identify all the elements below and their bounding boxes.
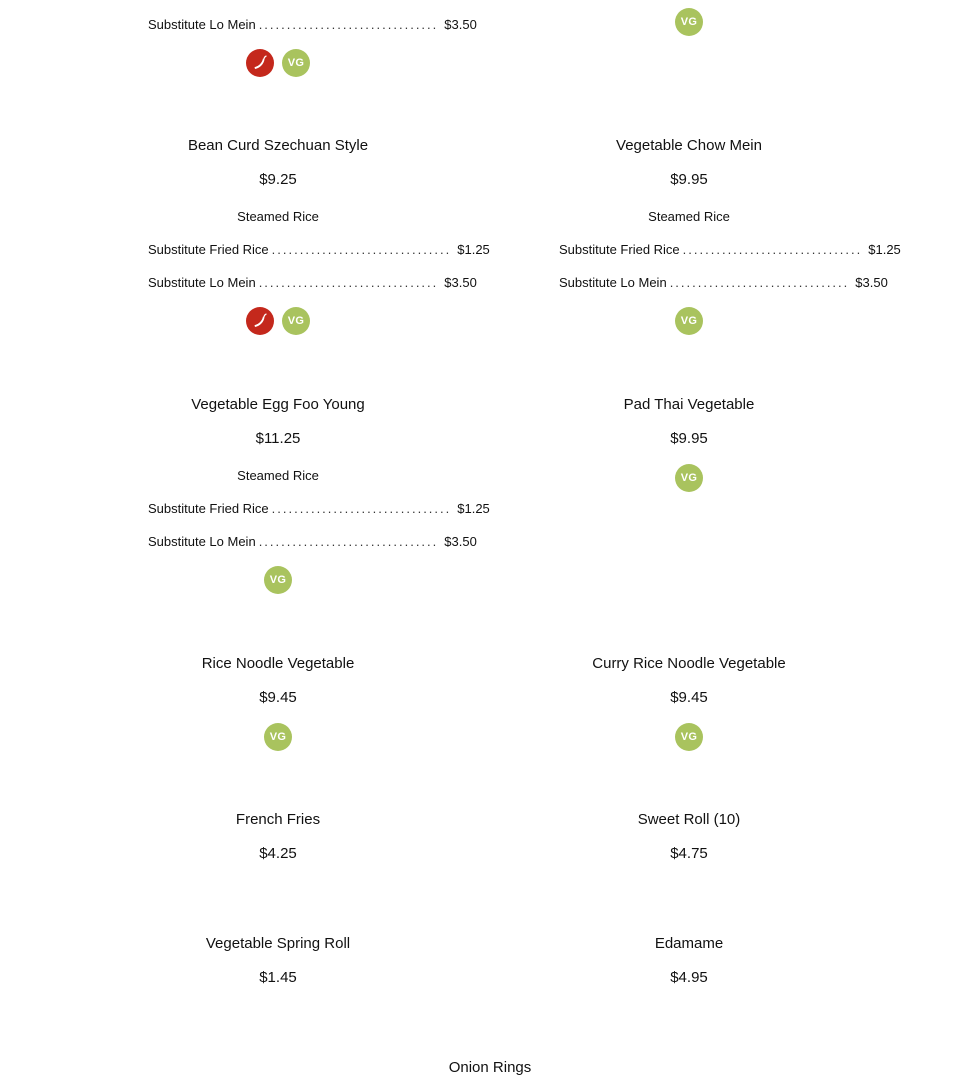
- vegan-icon: VG: [675, 723, 703, 751]
- rice-option: Steamed Rice: [237, 468, 319, 483]
- menu-item[interactable]: [559, 810, 819, 864]
- option-label: Substitute Lo Mein: [148, 275, 256, 290]
- item-name: Bean Curd Szechuan Style: [187, 137, 369, 154]
- diet-icons: [559, 307, 819, 335]
- leader-dots: ................................: [271, 501, 452, 516]
- option-price: $3.50: [444, 275, 477, 290]
- item-price: $4.25: [259, 845, 297, 862]
- menu-item[interactable]: [148, 934, 408, 988]
- vegan-icon: VG: [264, 723, 292, 751]
- option-price: $3.50: [444, 17, 477, 32]
- menu-item[interactable]: [148, 810, 408, 864]
- rice-option: Steamed Rice: [648, 209, 730, 224]
- substitute-fried-rice-option[interactable]: [559, 241, 901, 259]
- item-name: Curry Rice Noodle Vegetable: [592, 655, 786, 672]
- diet-icons: [148, 307, 408, 335]
- item-price: $4.75: [670, 845, 708, 862]
- leader-dots: ................................: [669, 275, 850, 290]
- menu-item[interactable]: [559, 395, 819, 492]
- substitute-lo-mein-option[interactable]: [148, 16, 477, 34]
- item-price: $11.25: [255, 430, 301, 447]
- item-price: $9.95: [670, 430, 708, 447]
- item-name: Vegetable Spring Roll: [205, 935, 351, 952]
- menu-item[interactable]: [559, 136, 901, 335]
- item-name: Vegetable Chow Mein: [616, 137, 762, 154]
- substitute-lo-mein-option[interactable]: [559, 274, 888, 292]
- vegan-icon: VG: [675, 464, 703, 492]
- substitute-fried-rice-option[interactable]: [148, 500, 490, 518]
- diet-icons: [148, 49, 408, 77]
- diet-icons: [559, 723, 819, 751]
- menu-item[interactable]: [148, 654, 408, 751]
- leader-dots: ................................: [682, 242, 863, 257]
- vegan-icon: VG: [264, 566, 292, 594]
- item-name: Sweet Roll (10): [637, 811, 741, 828]
- menu-item-partial-top-right: [559, 8, 819, 36]
- item-name: French Fries: [235, 811, 321, 828]
- menu-item[interactable]: [360, 1058, 620, 1078]
- item-price: $9.45: [670, 689, 708, 706]
- vegan-icon: VG: [282, 49, 310, 77]
- item-name: Onion Rings: [448, 1059, 532, 1076]
- menu-item[interactable]: [559, 654, 819, 751]
- option-label: Substitute Lo Mein: [148, 17, 256, 32]
- option-price: $1.25: [457, 242, 490, 257]
- item-price: $9.45: [259, 689, 297, 706]
- menu-item[interactable]: [559, 934, 819, 988]
- option-price: $3.50: [855, 275, 888, 290]
- diet-icons: [148, 723, 408, 751]
- option-label: Substitute Fried Rice: [148, 501, 269, 516]
- rice-option: Steamed Rice: [237, 209, 319, 224]
- item-price: $9.25: [259, 171, 297, 188]
- menu-item-partial-top-left: [148, 0, 477, 77]
- item-name: Rice Noodle Vegetable: [201, 655, 355, 672]
- option-price: $1.25: [868, 242, 901, 257]
- vegan-icon: VG: [675, 8, 703, 36]
- substitute-lo-mein-option[interactable]: [148, 533, 477, 551]
- menu-item[interactable]: [148, 395, 490, 594]
- item-price: $9.95: [670, 171, 708, 188]
- substitute-fried-rice-option[interactable]: [148, 241, 490, 259]
- leader-dots: ................................: [258, 534, 439, 549]
- diet-icons: [559, 464, 819, 492]
- leader-dots: ................................: [271, 242, 452, 257]
- item-name: Edamame: [654, 935, 724, 952]
- chili-pepper-icon: [246, 307, 274, 335]
- option-label: Substitute Lo Mein: [148, 534, 256, 549]
- vegan-icon: VG: [675, 307, 703, 335]
- leader-dots: ................................: [258, 275, 439, 290]
- item-price: $1.45: [259, 969, 297, 986]
- option-price: $3.50: [444, 534, 477, 549]
- substitute-lo-mein-option[interactable]: [148, 274, 477, 292]
- option-label: Substitute Fried Rice: [559, 242, 680, 257]
- chili-pepper-icon: [246, 49, 274, 77]
- option-label: Substitute Lo Mein: [559, 275, 667, 290]
- option-label: Substitute Fried Rice: [148, 242, 269, 257]
- vegan-icon: VG: [282, 307, 310, 335]
- diet-icons: [148, 566, 408, 594]
- item-name: Pad Thai Vegetable: [623, 396, 755, 413]
- option-price: $1.25: [457, 501, 490, 516]
- item-name: Vegetable Egg Foo Young: [191, 396, 365, 413]
- menu-item[interactable]: [148, 136, 490, 335]
- leader-dots: ................................: [258, 17, 439, 32]
- item-price: $4.95: [670, 969, 708, 986]
